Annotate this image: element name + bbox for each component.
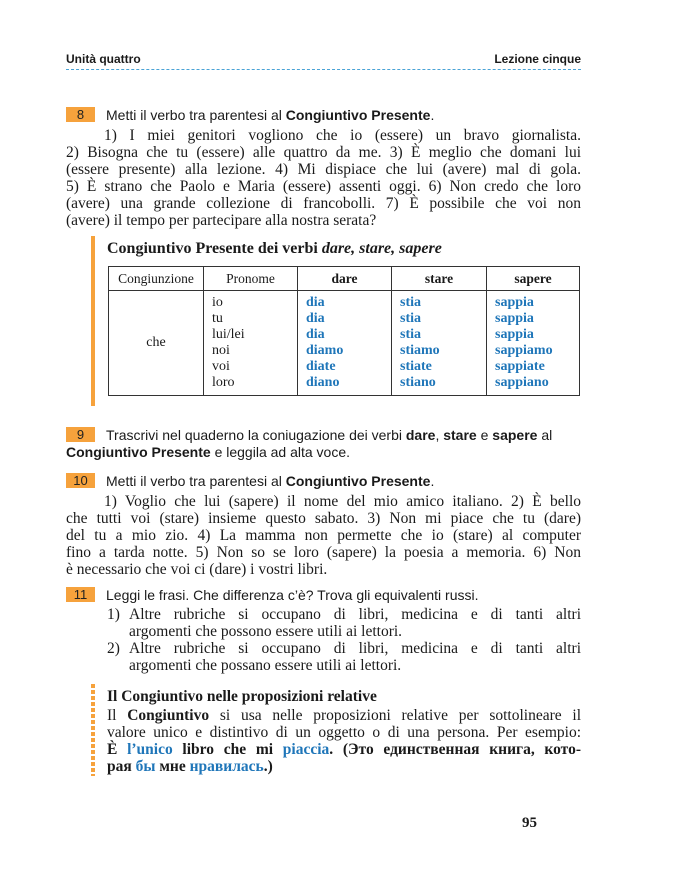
exercise-10-instruction: Metti il verbo tra parentesi al Congiuntivo Presente. <box>106 473 435 489</box>
ex11-item-number: 1) <box>107 606 120 623</box>
rule-title: Il Congiuntivo nelle proposizioni relative <box>107 688 377 705</box>
rule-accent-bar <box>91 684 95 776</box>
unit-title: Unità quattro <box>66 52 141 66</box>
exercise-10-text <box>66 493 581 578</box>
ex10-line: 1) Voglio che lui (sapere) il nome del mio amico italiano. 2) È bello <box>104 493 581 510</box>
exercise-number-8: 8 <box>66 107 95 122</box>
conjunction-cell: che <box>109 291 204 396</box>
rule-line-1: Il Congiuntivo si usa nelle proposizioni relative per sottolineare il <box>107 707 581 724</box>
exercise-8-text <box>66 127 581 229</box>
ex8-line: (avere) una grande collezione di francobolli. 7) È possibile che voi non <box>66 195 581 212</box>
ex11-item-line: argomenti che possono essere utili ai lettori. <box>129 623 403 640</box>
conjugation-table <box>108 266 580 396</box>
header-pronoun: Pronome <box>204 267 298 291</box>
rule-line-2: valore unico e distintivo di un oggetto o di una persona. Per esempio: <box>107 724 581 741</box>
stare-cell: stia stia stia stiamo stiate stiano <box>392 291 487 396</box>
exercise-number-10: 10 <box>66 473 95 488</box>
lesson-title: Lezione cinque <box>494 52 581 66</box>
header-conjunction: Congiunzione <box>109 267 204 291</box>
ex11-item-line: argomenti che possano essere utili ai lettori. <box>129 657 402 674</box>
header-sapere: sapere <box>487 267 580 291</box>
exercise-9-line2: Congiuntivo Presente e leggila ad alta voce. <box>66 444 351 460</box>
ex10-line: è necessario che voi ci (dare) i vostri libri. <box>66 561 328 578</box>
page-header <box>66 52 581 70</box>
exercise-number-11: 11 <box>66 587 95 602</box>
exercise-11-instruction: Leggi le frasi. Che differenza c’è? Trova gli equivalenti russi. <box>106 587 479 603</box>
header-dare: dare <box>298 267 392 291</box>
sapere-cell: sappia sappia sappia sappiamo sappiate sappiano <box>487 291 580 396</box>
pronoun-cell: io tu lui/lei noi voi loro <box>204 291 298 396</box>
header-stare: stare <box>392 267 487 291</box>
rule-example: È l’unico libro che mi piaccia. (Это единственная книга, кото- <box>107 741 581 758</box>
table-row <box>109 291 580 396</box>
dare-cell: dia dia dia diamo diate diano <box>298 291 392 396</box>
exercise-8-instruction: Metti il verbo tra parentesi al Congiuntivo Presente. <box>106 107 435 123</box>
ex10-line: fino a tarda notte. 5) Non so se loro (sapere) la poesia a memoria. 6) Non <box>66 544 581 561</box>
ex10-line: che tutti voi (stare) insieme questo sabato. 3) Non mi piace che tu (dare) <box>66 510 581 527</box>
ex11-item-line: Altre rubriche si occupano di libri, medicina e di tanti altri <box>129 606 581 623</box>
ex8-line: 2) Bisogna che tu (essere) alle quattro da me. 3) È meglio che domani lui <box>66 144 581 161</box>
ex8-line: 5) È strano che Paolo e Maria (essere) assenti oggi. 6) Non credo che loro <box>66 178 581 195</box>
ex11-item-line: Altre rubriche si occupano di libri, medicina e di tanti altri <box>129 640 581 657</box>
exercise-number-9: 9 <box>66 427 95 442</box>
ex8-line: (essere presente) alla lezione. 4) Mi dispiace che lui (avere) mal di gola. <box>66 161 581 178</box>
rule-example-translation: рая бы мне нравилась.) <box>107 758 273 775</box>
page-number: 95 <box>522 815 537 831</box>
table-accent-bar <box>91 236 95 406</box>
ex11-item-number: 2) <box>107 640 120 657</box>
ex10-line: del tu a mio zio. 4) La mamma non permette che io (stare) al computer <box>66 527 581 544</box>
table-header-row <box>109 267 580 291</box>
ex8-line: 1) I miei genitori vogliono che io (essere) un bravo giornalista. <box>104 127 581 144</box>
exercise-9-line1: Trascrivi nel quaderno la coniugazione dei verbi dare, stare e sapere al <box>106 427 553 443</box>
table-title: Congiuntivo Presente dei verbi dare, stare, sapere <box>107 240 442 257</box>
ex8-line: (avere) il tempo per partecipare alla nostra serata? <box>66 212 377 229</box>
